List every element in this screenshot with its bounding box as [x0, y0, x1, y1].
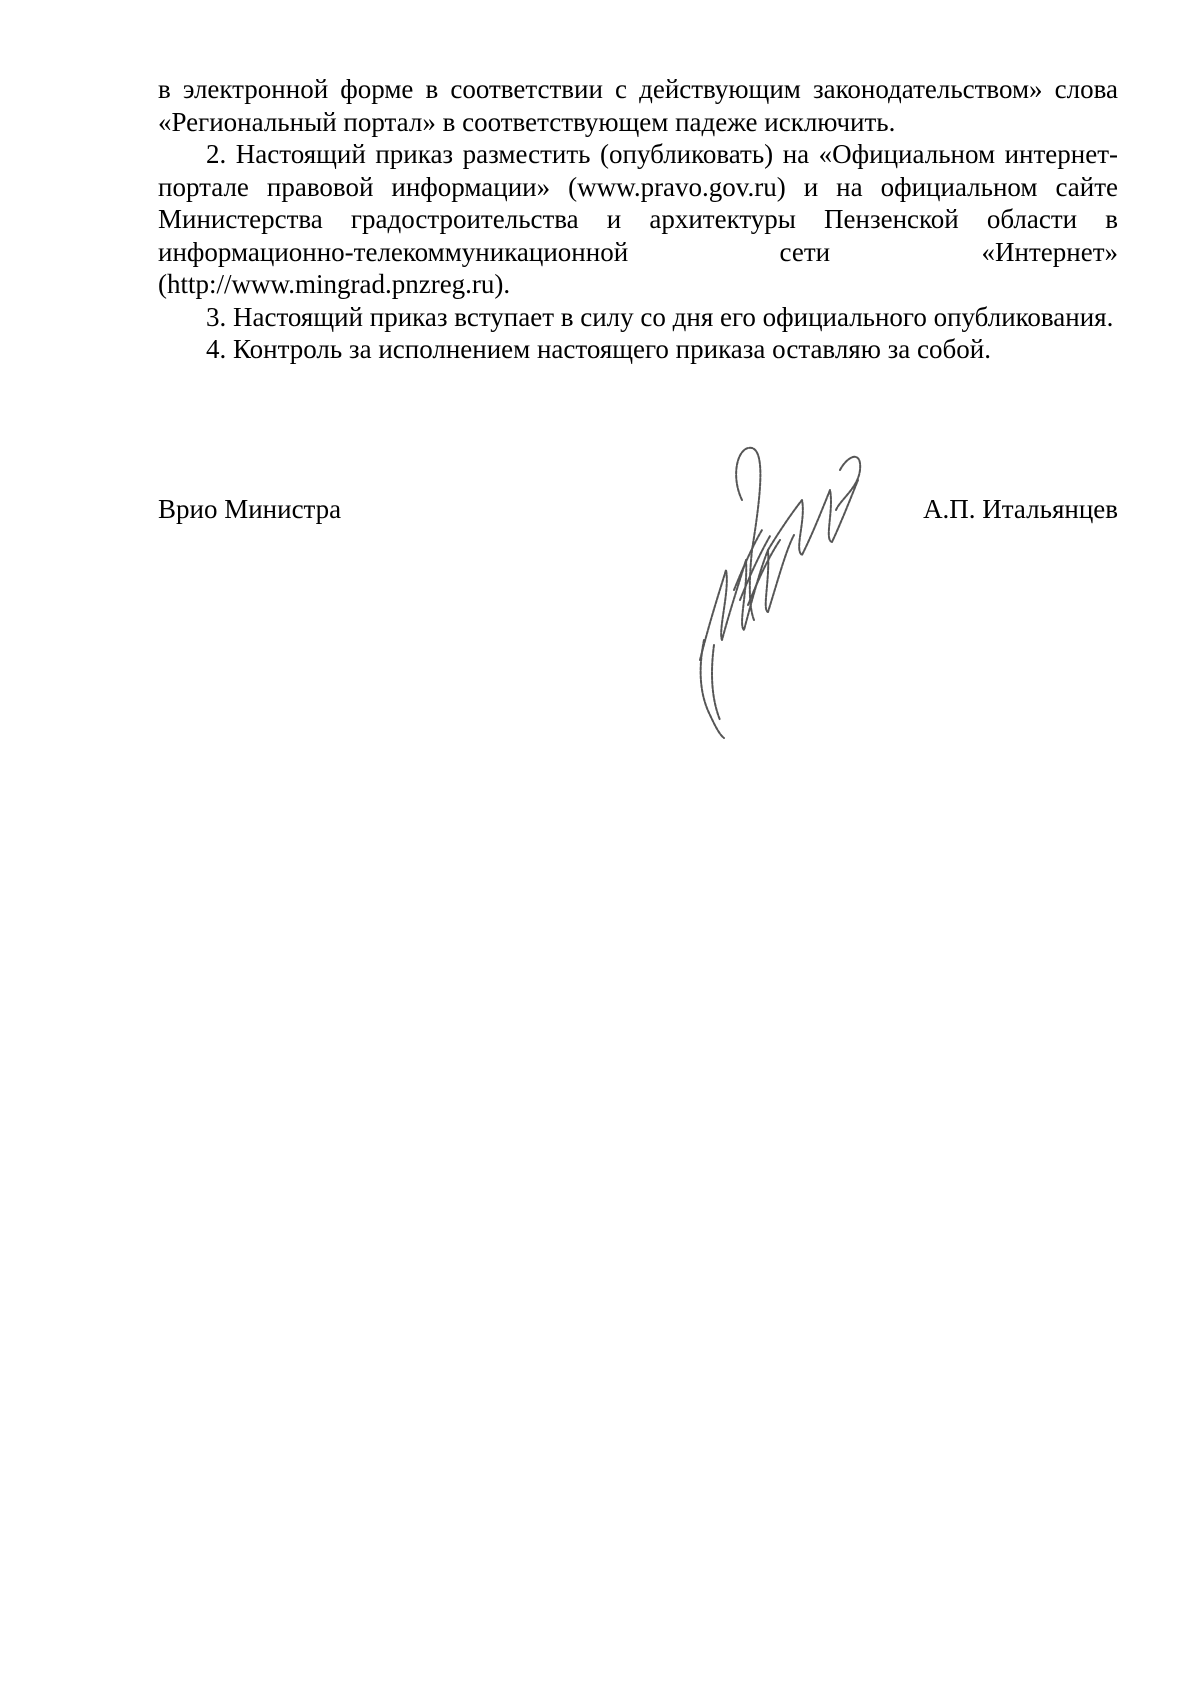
- paragraph-item-3: 3. Настоящий приказ вступает в силу со дня его официального опубликования.: [206, 301, 1114, 332]
- signature-block: [158, 493, 1118, 533]
- paragraph-item-2: 2. Настоящий приказ разместить (опубликовать) на «Официальном интернет-портале правовой информации» (www.pravo.gov.ru) и на официальном сайте Министерства градостроительства и архитектуры Пензенской области в информационно-телекоммуникационной сети «Интернет» (http://www.mingrad.pnzreg.ru).: [158, 139, 1118, 299]
- signatory-position: Врио Министра: [158, 494, 342, 524]
- document-body: [158, 73, 1118, 366]
- paragraph-item-4: 4. Контроль за исполнением настоящего приказа оставляю за собой.: [206, 334, 991, 364]
- paragraph-continuation: в электронной форме в соответствии с действующим законодательством» слова «Региональный портал» в соответствующем падеже исключить.: [158, 74, 1118, 137]
- signatory-name: А.П. Итальянцев: [923, 494, 1118, 524]
- handwritten-signature: [690, 440, 870, 740]
